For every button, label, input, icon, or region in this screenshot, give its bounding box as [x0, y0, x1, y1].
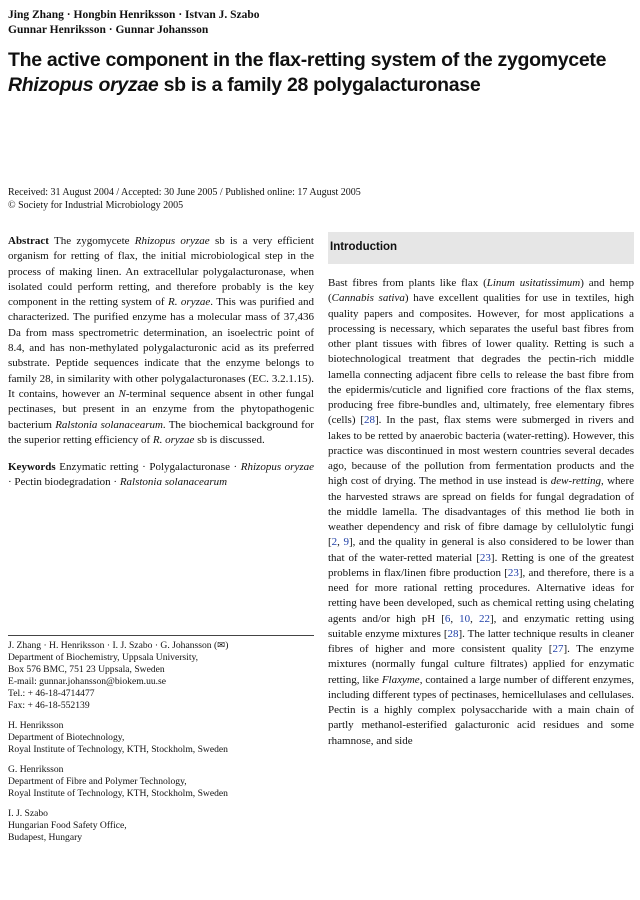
- citation-link[interactable]: 6: [444, 612, 451, 625]
- intro-seg: , where the harvested straws are spread on fields for fungal degradation of the middle lamella. The disadvantages of this method lie both in weather dependency and risk of fibre damage by cellulolytic fungi [: [328, 475, 634, 549]
- citation-link[interactable]: 2: [331, 536, 338, 549]
- author-list: [8, 8, 628, 38]
- left-column: [8, 234, 314, 491]
- affiliation-line: Royal Institute of Technology, KTH, Stockholm, Sweden: [8, 744, 228, 755]
- abstract-italic: N: [118, 387, 126, 400]
- introduction-body: [328, 276, 634, 749]
- affiliation-line: Box 576 BMC, 751 23 Uppsala, Sweden: [8, 664, 165, 675]
- intro-seg: Bast fibres from plants like flax (: [328, 277, 487, 289]
- affiliation-line: Hungarian Food Safety Office,: [8, 820, 127, 831]
- affiliation-line: I. J. Szabo: [8, 808, 48, 819]
- affiliation-line: Royal Institute of Technology, KTH, Stockholm, Sweden: [8, 788, 228, 799]
- affiliation-phone: Tel.: + 46-18-4714477: [8, 688, 95, 699]
- citation-link[interactable]: 9: [343, 536, 349, 549]
- keywords: [8, 460, 314, 491]
- intro-italic: Linum usitatissimum: [486, 277, 581, 289]
- title-species: Rhizopus oryzae: [8, 74, 159, 96]
- abstract-seg: sb is discussed.: [194, 433, 265, 446]
- intro-seg: ,: [470, 612, 479, 625]
- received-accepted-published: Received: 31 August 2004 / Accepted: 30 June 2005 / Published online: 17 August 2005: [8, 187, 361, 198]
- citation-link[interactable]: 10: [459, 612, 471, 625]
- intro-italic: Cannabis sativa: [331, 292, 405, 305]
- affiliation-block: [8, 764, 314, 800]
- affiliation-line: G. Henriksson: [8, 764, 64, 775]
- abstract-seg: . This was purified and characterized. The purified enzyme has a molecular mass of 37,436 Da from mass spectrometric determination, an isoelectric point of 8.4, and has non-methylated polygalacturonic acid as its preferred substrate. Peptide sequences indicate that the enzyme belongs to family 28, in similarity with other polygalacturonases (EC. 3.2.1.15). It contains, however an: [8, 296, 314, 400]
- citation-link[interactable]: 27: [552, 643, 564, 655]
- keywords-text: [8, 460, 314, 491]
- introduction-heading: Introduction: [328, 232, 634, 264]
- affiliation-line: Department of Biotechnology,: [8, 732, 125, 743]
- right-column: [328, 232, 634, 749]
- affiliation-fax: Fax: + 46-18-552139: [8, 700, 90, 711]
- intro-seg: ], and the quality in general is also considered to be lower than that of the water-retted material [: [328, 536, 635, 564]
- intro-seg: ]. In the past, flax stems were submerged in rivers and lakes to be retted by anaerobic bacteria (water-retting). However, this practice was discontinued in most western countries several decades ago, because of the pollution from fermentation products and the high cost of drying. The method in use instead is: [328, 414, 634, 488]
- abstract-italic: R. oryzae: [152, 433, 195, 446]
- keywords-label: Keywords: [8, 461, 56, 474]
- keywords-seg: · Pectin biodegradation ·: [8, 476, 120, 489]
- abstract: [8, 234, 314, 448]
- authors-line-2: Gunnar Henriksson · Gunnar Johansson: [8, 24, 209, 36]
- abstract-seg: -terminal sequence absent in other fungal pectinases, but present in an enzyme from the phytopathogenic bacterium: [8, 387, 314, 431]
- affiliation-line: H. Henriksson: [8, 720, 64, 731]
- citation-link[interactable]: 22: [478, 612, 490, 625]
- keywords-italic: Rhizopus oryzae: [240, 461, 314, 474]
- author-affiliations: [8, 635, 314, 852]
- title-text-1: The active component in the flax-retting system of the zygomycete: [8, 49, 607, 71]
- intro-seg: ]. Retting is one of the greatest problems in flax/linen fibre production [: [328, 551, 634, 579]
- abstract-label: Abstract: [8, 235, 49, 247]
- intro-seg: ) and hemp (: [328, 277, 634, 305]
- intro-seg: ], and therefore, there is a need for more rational retting procedures. Alternative ideas for retting have been developed, such as chemical retting using chelating agents and/or high pH [: [328, 566, 634, 625]
- intro-seg: ]. The enzyme mixtures (normally fungal culture filtrates) applied for enzymatic retting, like: [328, 643, 634, 686]
- copyright-line: © Society for Industrial Microbiology 2005: [8, 200, 184, 211]
- abstract-italic: Rhizopus oryzae: [134, 235, 210, 247]
- intro-italic: dew-retting: [550, 475, 602, 488]
- citation-link[interactable]: 23: [507, 566, 519, 579]
- publication-dates: [8, 186, 628, 212]
- abstract-italic: R. oryzae: [168, 296, 211, 309]
- intro-seg: ,: [337, 536, 344, 549]
- abstract-italic: Ralstonia solanacearum: [55, 418, 163, 431]
- abstract-seg: . The biochemical background for the superior retting efficiency of: [8, 418, 314, 446]
- citation-link[interactable]: 23: [479, 551, 491, 564]
- paper-title: [8, 48, 633, 98]
- title-text-2: sb is a family 28 polygalacturonase: [158, 74, 481, 96]
- abstract-seg: sb is a very efficient organism for retting of flax, the initial microbiological step in the process of making linen. An extracellular polygalacturonase, when isolated could perform retting, and therefore probably is the key component in the retting system of: [8, 235, 314, 309]
- affiliation-block: [8, 720, 314, 756]
- affiliation-block: [8, 640, 314, 712]
- citation-link[interactable]: 28: [447, 627, 459, 640]
- abstract-seg: The zygomycete: [48, 235, 135, 247]
- citation-link[interactable]: 28: [364, 414, 375, 427]
- affiliation-line: Budapest, Hungary: [8, 832, 83, 843]
- intro-italic: Flaxyme: [381, 673, 420, 686]
- intro-seg: ,: [450, 612, 460, 625]
- affiliation-block: [8, 808, 314, 844]
- intro-seg: ) have excellent qualities for use in textiles, high quality papers and composites. However, for most applications a processing is necessary, which separates the useful bast fibres from other plant tissues with fibres of lower quality. Retting is such a biotechnological treatment that degrades the pectin-rich middle lamella connecting adjacent fibre cells to release the bast fibre from the epidermis/cuticle and lignified core fractions of the flax stems, producing free fibre-bundles and, ultimately, free elementary fibres (cells) [: [328, 292, 634, 427]
- keywords-seg: Enzymatic retting · Polygalacturonase ·: [55, 461, 241, 474]
- abstract-text: [8, 234, 314, 448]
- intro-seg: , contained a large number of different enzymes, including different types of pectinases, hemicellulases and cellulases. Pectin is a highly complex polysaccharide with a main chain of partly methanol-esterified galacturonic acid residues and some rhamnose, and side: [328, 673, 634, 747]
- intro-seg: ], and enzymatic retting using suitable enzyme mixtures [: [328, 612, 635, 640]
- keywords-italic: Ralstonia solanacearum: [119, 476, 228, 489]
- affiliation-line: Department of Biochemistry, Uppsala University,: [8, 652, 199, 663]
- affiliation-line: Department of Fibre and Polymer Technology,: [8, 776, 187, 787]
- introduction-paragraph: [328, 276, 634, 749]
- affiliation-email[interactable]: E-mail: gunnar.johansson@biokem.uu.se: [8, 676, 167, 687]
- affiliation-line: J. Zhang · H. Henriksson · I. J. Szabo · G. Johansson (✉): [8, 640, 229, 651]
- authors-line-1: Jing Zhang · Hongbin Henriksson · Istvan J. Szabo: [8, 9, 260, 21]
- affiliations-divider: [8, 635, 314, 636]
- intro-seg: ]. The latter technique results in cleaner fibres of higher and more consistent quality [: [328, 627, 634, 655]
